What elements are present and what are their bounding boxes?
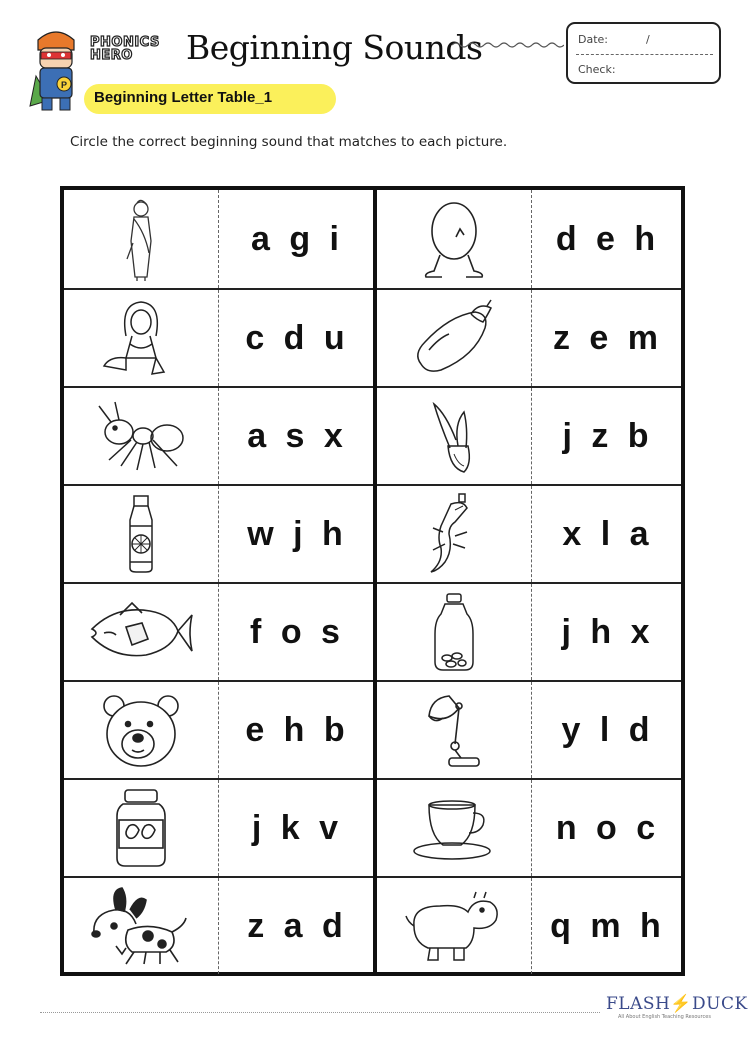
letter-choices[interactable]: d e h [555, 219, 658, 258]
letter-choices[interactable]: j k v [251, 808, 341, 847]
letter-choices[interactable]: z e m [552, 318, 661, 357]
table-cell [64, 778, 373, 876]
table-cell [377, 288, 681, 386]
logo-part1: FLASH [606, 994, 671, 1014]
letter-choices[interactable]: n o c [555, 808, 658, 847]
table-cell [64, 680, 373, 778]
instruction-text: Circle the correct beginning sound that matches to each picture. [70, 134, 508, 150]
superhero-mascot-icon [28, 26, 84, 112]
egg-icon [377, 190, 531, 288]
letter-table [60, 186, 685, 976]
brand-line1: PHONICS [90, 35, 160, 50]
letter-choices[interactable]: w j h [247, 514, 345, 553]
svg-text:P: P [61, 80, 68, 90]
check-label: Check: [578, 63, 616, 76]
hippo-icon [377, 878, 531, 974]
wave-decoration-icon [452, 38, 564, 52]
banana-icon [377, 388, 531, 484]
table-cell [377, 582, 681, 680]
table-cell [64, 484, 373, 582]
jam-jar-icon [64, 780, 218, 876]
page-title: Beginning Sounds [186, 28, 483, 67]
table-cell [377, 484, 681, 582]
dog-icon [64, 878, 218, 974]
fish-icon [64, 584, 218, 680]
jelly-bean-jar-icon [377, 584, 531, 680]
subtitle: Beginning Letter Table_1 [94, 89, 273, 106]
table-cell [377, 778, 681, 876]
table-cell [64, 190, 373, 288]
letter-choices[interactable]: z a d [247, 906, 345, 945]
table-cell [64, 386, 373, 484]
brand-line2: HERO [90, 48, 133, 63]
lightning-icon: ⚡ [670, 994, 693, 1014]
footer-dotted-line [40, 1012, 600, 1013]
table-cell [64, 876, 373, 974]
letter-choices[interactable]: f o s [250, 612, 342, 651]
date-label: Date: [578, 33, 608, 46]
table-cell [377, 876, 681, 974]
eggplant-icon [377, 290, 531, 386]
letter-choices[interactable]: y l d [561, 710, 652, 749]
sitting-girl-icon [64, 290, 218, 386]
logo-part2: DUCK [692, 994, 748, 1014]
desk-lamp-icon [377, 682, 531, 778]
table-cell [377, 190, 681, 288]
table-cell [64, 582, 373, 680]
date-check-box [566, 22, 721, 84]
alligator-icon [377, 486, 531, 582]
subtitle-pill [84, 84, 336, 114]
flashduck-logo [606, 994, 748, 1014]
letter-choices[interactable]: x l a [562, 514, 651, 553]
date-slash: / [646, 33, 650, 46]
letter-choices[interactable]: a s x [247, 416, 345, 455]
letter-choices[interactable]: j h x [561, 612, 652, 651]
juice-bottle-icon [64, 486, 218, 582]
table-cell [377, 680, 681, 778]
table-cell [64, 288, 373, 386]
logo-tagline: All About English Teaching Resources [618, 1014, 711, 1020]
date-divider [576, 54, 713, 55]
letter-choices[interactable]: j z b [562, 416, 651, 455]
letter-choices[interactable]: e h b [245, 710, 347, 749]
letter-choices[interactable]: c d u [245, 318, 347, 357]
right-column [377, 190, 681, 972]
bear-face-icon [64, 682, 218, 778]
left-column [64, 190, 373, 972]
letter-choices[interactable]: q m h [550, 906, 663, 945]
table-cell [377, 386, 681, 484]
brand-logo [90, 36, 160, 62]
ant-icon [64, 388, 218, 484]
letter-choices[interactable]: a g i [250, 219, 342, 258]
indian-woman-icon [64, 190, 218, 288]
teacup-icon [377, 780, 531, 876]
